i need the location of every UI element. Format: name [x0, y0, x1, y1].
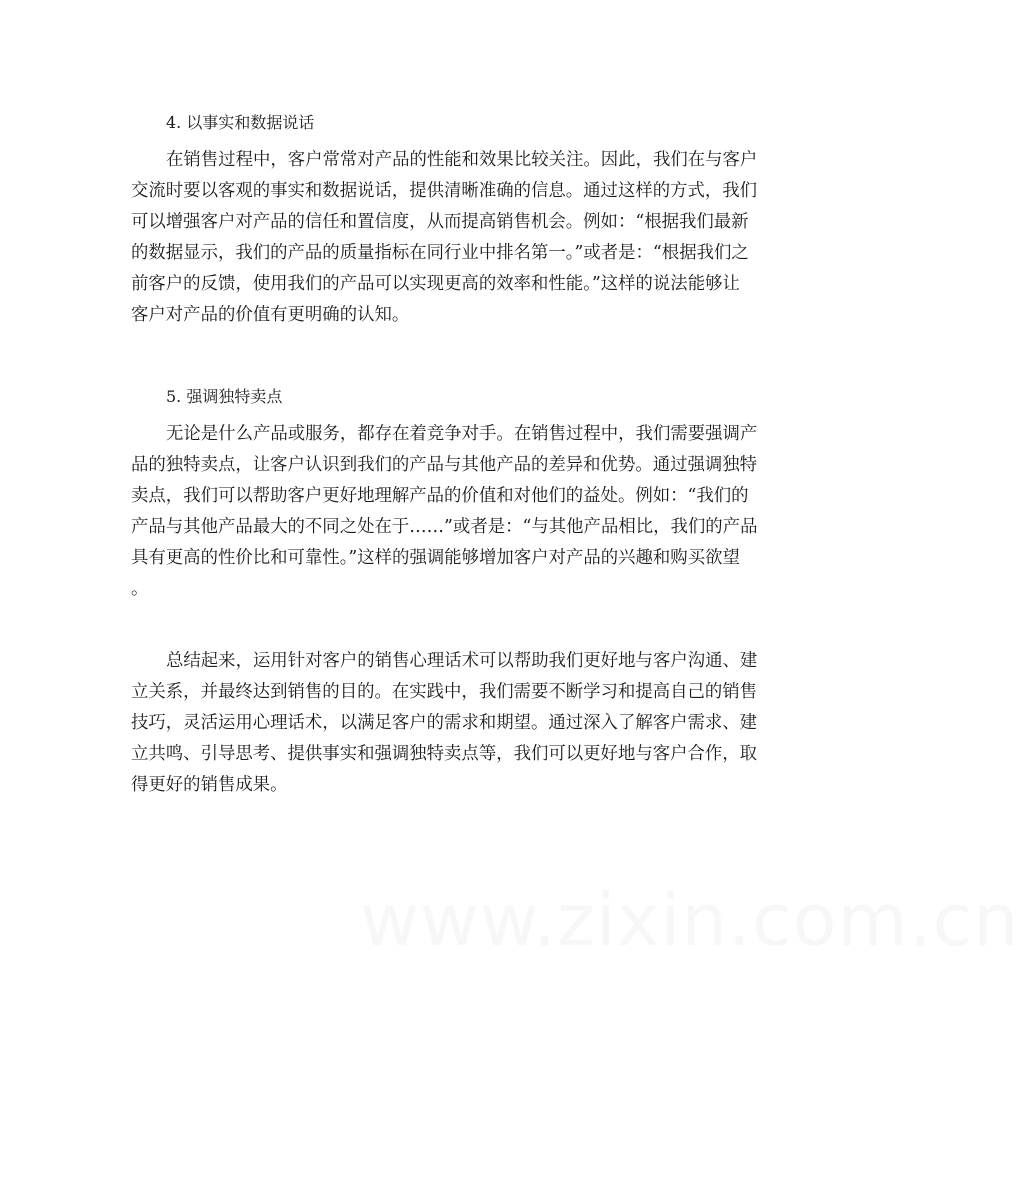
paragraph-line: 立关系，并最终达到销售的目的。在实践中，我们需要不断学习和提高自己的销售 — [131, 682, 758, 702]
section-4-heading: 4. 以事实和数据说话 — [166, 113, 315, 132]
paragraph-line: 无论是什么产品或服务，都存在着竞争对手。在销售过程中，我们需要强调产 — [166, 424, 758, 444]
section-5-paragraph — [131, 419, 791, 605]
paragraph-line: 的数据显示，我们的产品的质量指标在同行业中排名第一。”或者是：“根据我们之 — [131, 243, 749, 263]
section-5-heading: 5. 强调独特卖点 — [166, 387, 283, 406]
paragraph-line: 总结起来，运用针对客户的销售心理话术可以帮助我们更好地与客户沟通、建 — [166, 651, 758, 671]
paragraph-line: 品的独特卖点，让客户认识到我们的产品与其他产品的差异和优势。通过强调独特 — [131, 455, 758, 475]
paragraph-line: 具有更高的性价比和可靠性。”这样的强调能够增加客户对产品的兴趣和购买欲望 — [131, 548, 740, 568]
paragraph-line: 立共鸣、引导思考、提供事实和强调独特卖点等，我们可以更好地与客户合作，取 — [131, 744, 758, 764]
paragraph-line: 卖点，我们可以帮助客户更好地理解产品的价值和对他们的益处。例如：“我们的 — [131, 486, 749, 506]
paragraph-line: 交流时要以客观的事实和数据说话，提供清晰准确的信息。通过这样的方式，我们 — [131, 181, 758, 201]
paragraph-line: 前客户的反馈，使用我们的产品可以实现更高的效率和性能。”这样的说法能够让 — [131, 274, 740, 294]
paragraph-line: 产品与其他产品最大的不同之处在于……”或者是：“与其他产品相比，我们的产品 — [131, 517, 758, 537]
paragraph-line: 。 — [131, 579, 149, 599]
paragraph-line: 得更好的销售成果。 — [131, 775, 288, 795]
paragraph-line: 在销售过程中，客户常常对产品的性能和效果比较关注。因此，我们在与客户 — [166, 150, 758, 170]
conclusion-paragraph — [131, 646, 791, 801]
paragraph-line: 技巧，灵活运用心理话术，以满足客户的需求和期望。通过深入了解客户需求、建 — [131, 713, 758, 733]
watermark: www.zixin.com.cn — [360, 878, 1020, 962]
paragraph-line: 可以增强客户对产品的信任和置信度，从而提高销售机会。例如：“根据我们最新 — [131, 212, 749, 232]
paragraph-line: 客户对产品的价值有更明确的认知。 — [131, 305, 410, 325]
section-4-paragraph — [131, 145, 791, 331]
